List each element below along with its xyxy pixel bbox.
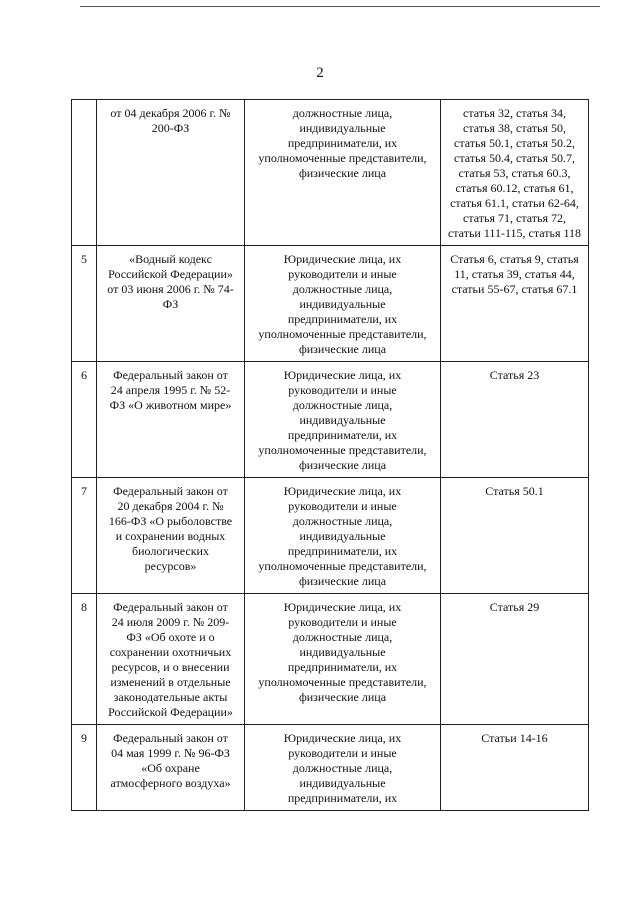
legislation-table xyxy=(71,99,589,811)
subjects-cell: Юридические лица, их руководители и иные должностные лица, индивидуальные предприниматели, их уполномоченные представители, физические лица xyxy=(245,362,441,478)
articles-cell: статья 32, статья 34, статья 38, статья 50, статья 50.1, статья 50.2, статья 50.4, статья 50.7, статья 53, статья 60.3, статья 60.12, статья 61, статья 61.1, статьи 62-64, статья 71, статья 72, статьи 111-115, статья 118 xyxy=(441,100,589,246)
articles-cell: Статья 50.1 xyxy=(441,478,589,594)
law-cell: Федеральный закон от 04 мая 1999 г. № 96-ФЗ «Об охране атмосферного воздуха» xyxy=(97,725,245,811)
row-number-cell: 9 xyxy=(72,725,97,811)
law-cell: «Водный кодекс Российской Федерации» от 03 июня 2006 г. № 74- ФЗ xyxy=(97,246,245,362)
row-number-cell: 8 xyxy=(72,594,97,725)
table-row xyxy=(72,100,589,246)
law-cell: Федеральный закон от 24 июля 2009 г. № 209- ФЗ «Об охоте и о сохранении охотничьих ресурсов, и о внесении изменений в отдельные законодательные акты Российской Федерации» xyxy=(97,594,245,725)
table-row xyxy=(72,362,589,478)
law-cell: от 04 декабря 2006 г. № 200-ФЗ xyxy=(97,100,245,246)
row-number-cell xyxy=(72,100,97,246)
articles-cell: Статья 6, статья 9, статья 11, статья 39, статья 44, статьи 55-67, статья 67.1 xyxy=(441,246,589,362)
table-row xyxy=(72,246,589,362)
row-number-cell: 5 xyxy=(72,246,97,362)
subjects-cell: Юридические лица, их руководители и иные должностные лица, индивидуальные предприниматели, их уполномоченные представители, физические лица xyxy=(245,246,441,362)
page-number: 2 xyxy=(316,65,324,81)
articles-cell: Статья 29 xyxy=(441,594,589,725)
subjects-cell: должностные лица, индивидуальные предприниматели, их уполномоченные представители, физические лица xyxy=(245,100,441,246)
articles-cell: Статьи 14-16 xyxy=(441,725,589,811)
subjects-cell: Юридические лица, их руководители и иные должностные лица, индивидуальные предприниматели, их уполномоченные представители, физические лица xyxy=(245,594,441,725)
table-row xyxy=(72,725,589,811)
table-row xyxy=(72,594,589,725)
law-cell: Федеральный закон от 20 декабря 2004 г. № 166-ФЗ «О рыболовстве и сохранении водных биологических ресурсов» xyxy=(97,478,245,594)
top-edge-line xyxy=(80,6,600,7)
subjects-cell: Юридические лица, их руководители и иные должностные лица, индивидуальные предприниматели, их уполномоченные представители, физические лица xyxy=(245,478,441,594)
subjects-cell: Юридические лица, их руководители и иные должностные лица, индивидуальные предприниматели, их xyxy=(245,725,441,811)
law-cell: Федеральный закон от 24 апреля 1995 г. № 52- ФЗ «О животном мире» xyxy=(97,362,245,478)
row-number-cell: 6 xyxy=(72,362,97,478)
table-row xyxy=(72,478,589,594)
row-number-cell: 7 xyxy=(72,478,97,594)
articles-cell: Статья 23 xyxy=(441,362,589,478)
